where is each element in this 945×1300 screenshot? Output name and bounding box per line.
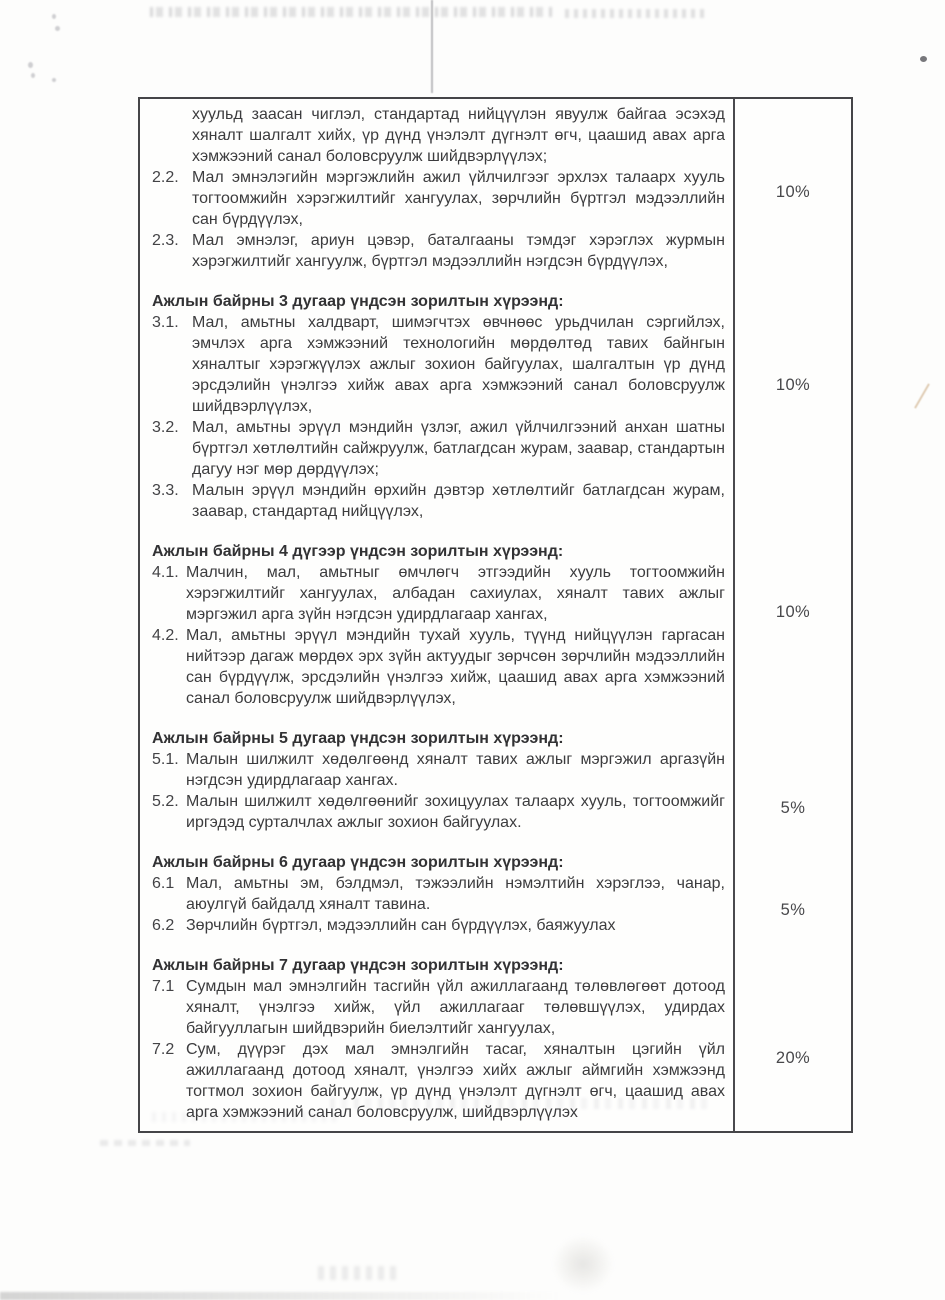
item-number: 5.2.	[152, 793, 179, 810]
item-number: 6.2	[152, 917, 175, 934]
item-text: Малын эрүүл мэндийн өрхийн дэвтэр хөтлөлтийг батлагдсан журам, заавар, стандартад нийцүүлэх,	[192, 482, 725, 520]
scan-artifact-speck	[55, 26, 60, 31]
item-text: Мал, амьтны халдварт, шимэгчтэх өвчнөөс урьдчилан сэргийлэх, эмчлэх арга хэмжээний технологийн мөрдөлтөд тавих байнгын хяналтыг хэрэгжүүлэх ажлыг зохион байгуулах, шалгалтын үр дүнд эрсдэлийн үнэлгээ хийж авах арга хэмжээний санал боловсруулж шийдвэрлүүлэх,	[192, 314, 725, 415]
item-number: 3.3.	[152, 482, 179, 499]
list-item	[152, 915, 725, 936]
item-number: 5.1.	[152, 751, 179, 768]
item-text: Мал, амьтны эм, бэлдмэл, тэжээлийн нэмэлтийн хэрэглээ, чанар, аюулгүй байдалд хяналт тавина.	[186, 875, 725, 913]
scan-artifact-bleedthrough-top2	[565, 9, 705, 18]
section-heading: Ажлын байрны 4 дүгээр үндсэн зорилтын хүрээнд:	[152, 543, 564, 560]
scan-artifact-bottom-smudge	[318, 1266, 398, 1280]
continuation-paragraph: хуульд заасан чиглэл, стандартад нийцүүлэн явуулж байгаа эсэхэд хяналт шалгалт хийх, үр дүнд үнэлэлт дүгнэлт өгч, цаашид авах арга хэмжээний санал боловсруулж шийдвэрлүүлэх;	[192, 106, 725, 165]
list-item	[152, 480, 725, 522]
list-item	[152, 791, 725, 833]
item-text: Зөрчлийн бүртгэл, мэдээллийн сан бүрдүүлэх, баяжуулах	[186, 917, 616, 934]
scan-artifact-bottom-smudge	[552, 1235, 614, 1293]
item-text: Сум, дүүрэг дэх мал эмнэлгийн тасаг, хяналтын цэгийн үйл ажиллагаанд дотоод хяналт, үнэлгээ хийх ажлыг аймгийн хэмжээнд тогтмол зохион байгуулж, үр дүнд үнэлэлт дүгнэлт өгч, цаашид авах арга хэмжээний санал боловсруулж, шийдвэрлүүлэх	[186, 1041, 725, 1121]
item-number: 4.1.	[152, 564, 179, 581]
list-item	[152, 625, 725, 709]
item-number: 3.2.	[152, 419, 179, 436]
weight-value: 5%	[780, 901, 806, 919]
scan-artifact-fold-line	[431, 0, 433, 93]
scan-artifact-speck	[52, 78, 56, 82]
scan-artifact-bleedthrough-top	[150, 7, 552, 17]
item-number: 4.2.	[152, 627, 179, 644]
scan-artifact-below-table	[100, 1140, 190, 1146]
weight-value: 5%	[780, 799, 806, 817]
weight-value: 10%	[775, 376, 811, 394]
list-item	[152, 312, 725, 417]
item-text: Сумдын мал эмнэлгийн тасгийн үйл ажиллагаанд төлөвлөгөөт дотоод хяналт, үнэлгээ хийж, үйл ажиллагааг төлөвшүүлэх, удирдах байгууллагын шийдвэрийн биелэлтийг хангуулах,	[186, 978, 725, 1037]
document-table	[138, 97, 853, 1133]
list-item	[152, 873, 725, 915]
scan-artifact-page-edge	[0, 1292, 560, 1300]
item-text: Малчин, мал, амьтныг өмчлөгч этгээдийн хууль тогтоомжийн хэрэгжилтийг хангуулах, албадан сахиулах, хяналт тавих ажлыг мэргэжил арга зүйн нэгдсэн удирдлагаар хангах,	[186, 564, 725, 623]
list-item	[152, 976, 725, 1039]
scan-artifact-margin-mark	[914, 383, 930, 408]
list-item	[152, 749, 725, 791]
item-text: Мал, амьтны эрүүл мэндийн үзлэг, ажил үйлчилгээний анхан шатны бүртгэл хөтлөлтийн сайжруулж, батлагдсан журам, заавар, стандартын дагуу нэг мөр дөрдүүлэх;	[192, 419, 725, 478]
list-item	[152, 1039, 725, 1123]
item-text: Мал эмнэлэг, ариун цэвэр, баталгааны тэмдэг хэрэглэх журмын хэрэгжилтийг хангуулж, бүртгэл мэдээллийн нэгдсэн бүрдүүлэх,	[192, 232, 725, 270]
weight-value: 10%	[775, 183, 811, 201]
item-number: 7.1	[152, 978, 175, 995]
section-heading: Ажлын байрны 7 дугаар үндсэн зорилтын хүрээнд:	[152, 957, 564, 974]
item-text: Малын шилжилт хөдөлгөөнийг зохицуулах талаарх хууль, тогтоомжийг иргэдэд сурталчлах ажлыг зохион байгуулах.	[186, 793, 725, 831]
scan-artifact-speck	[52, 14, 56, 19]
item-text: Мал эмнэлэгийн мэргэжлийн ажил үйлчилгээг эрхлэх талаарх хууль тогтоомжийн хэрэгжилтийг хангуулах, зөрчлийн бүртгэл мэдээллийн сан бүрдүүлэх,	[192, 169, 725, 228]
weight-value: 20%	[775, 1049, 811, 1067]
scan-artifact-speck	[31, 73, 35, 78]
item-number: 2.3.	[152, 232, 179, 249]
item-text: Малын шилжилт хөдөлгөөнд хяналт тавих ажлыг мэргэжил аргазүйн нэгдсэн удирдлагаар хангах.	[186, 751, 725, 789]
scan-artifact-ink-dot	[920, 56, 927, 62]
content-column	[140, 99, 735, 1131]
section-heading: Ажлын байрны 6 дугаар үндсэн зорилтын хүрээнд:	[152, 854, 564, 871]
list-item	[152, 230, 725, 272]
weight-value: 10%	[775, 603, 811, 621]
item-number: 2.2.	[152, 169, 179, 186]
scan-artifact-speck	[28, 62, 33, 68]
section-heading: Ажлын байрны 3 дугаар үндсэн зорилтын хүрээнд:	[152, 293, 564, 310]
list-item	[152, 167, 725, 230]
item-number: 6.1	[152, 875, 175, 892]
weight-column	[735, 99, 851, 1131]
list-item	[152, 562, 725, 625]
item-number: 7.2	[152, 1041, 175, 1058]
item-text: Мал, амьтны эрүүл мэндийн тухай хууль, түүнд нийцүүлэн гаргасан нийтээр дагаж мөрдөх эрх зүйн актуудыг зөрчсөн зөрчлийн мэдээллийн сан бүрдүүлж, эрсдэлийн үнэлгээ хийж, цаашид авах арга хэмжээний санал боловсруулж шийдвэрлүүлэх,	[186, 627, 725, 707]
item-number: 3.1.	[152, 314, 179, 331]
list-item	[152, 417, 725, 480]
section-heading: Ажлын байрны 5 дугаар үндсэн зорилтын хүрээнд:	[152, 730, 564, 747]
